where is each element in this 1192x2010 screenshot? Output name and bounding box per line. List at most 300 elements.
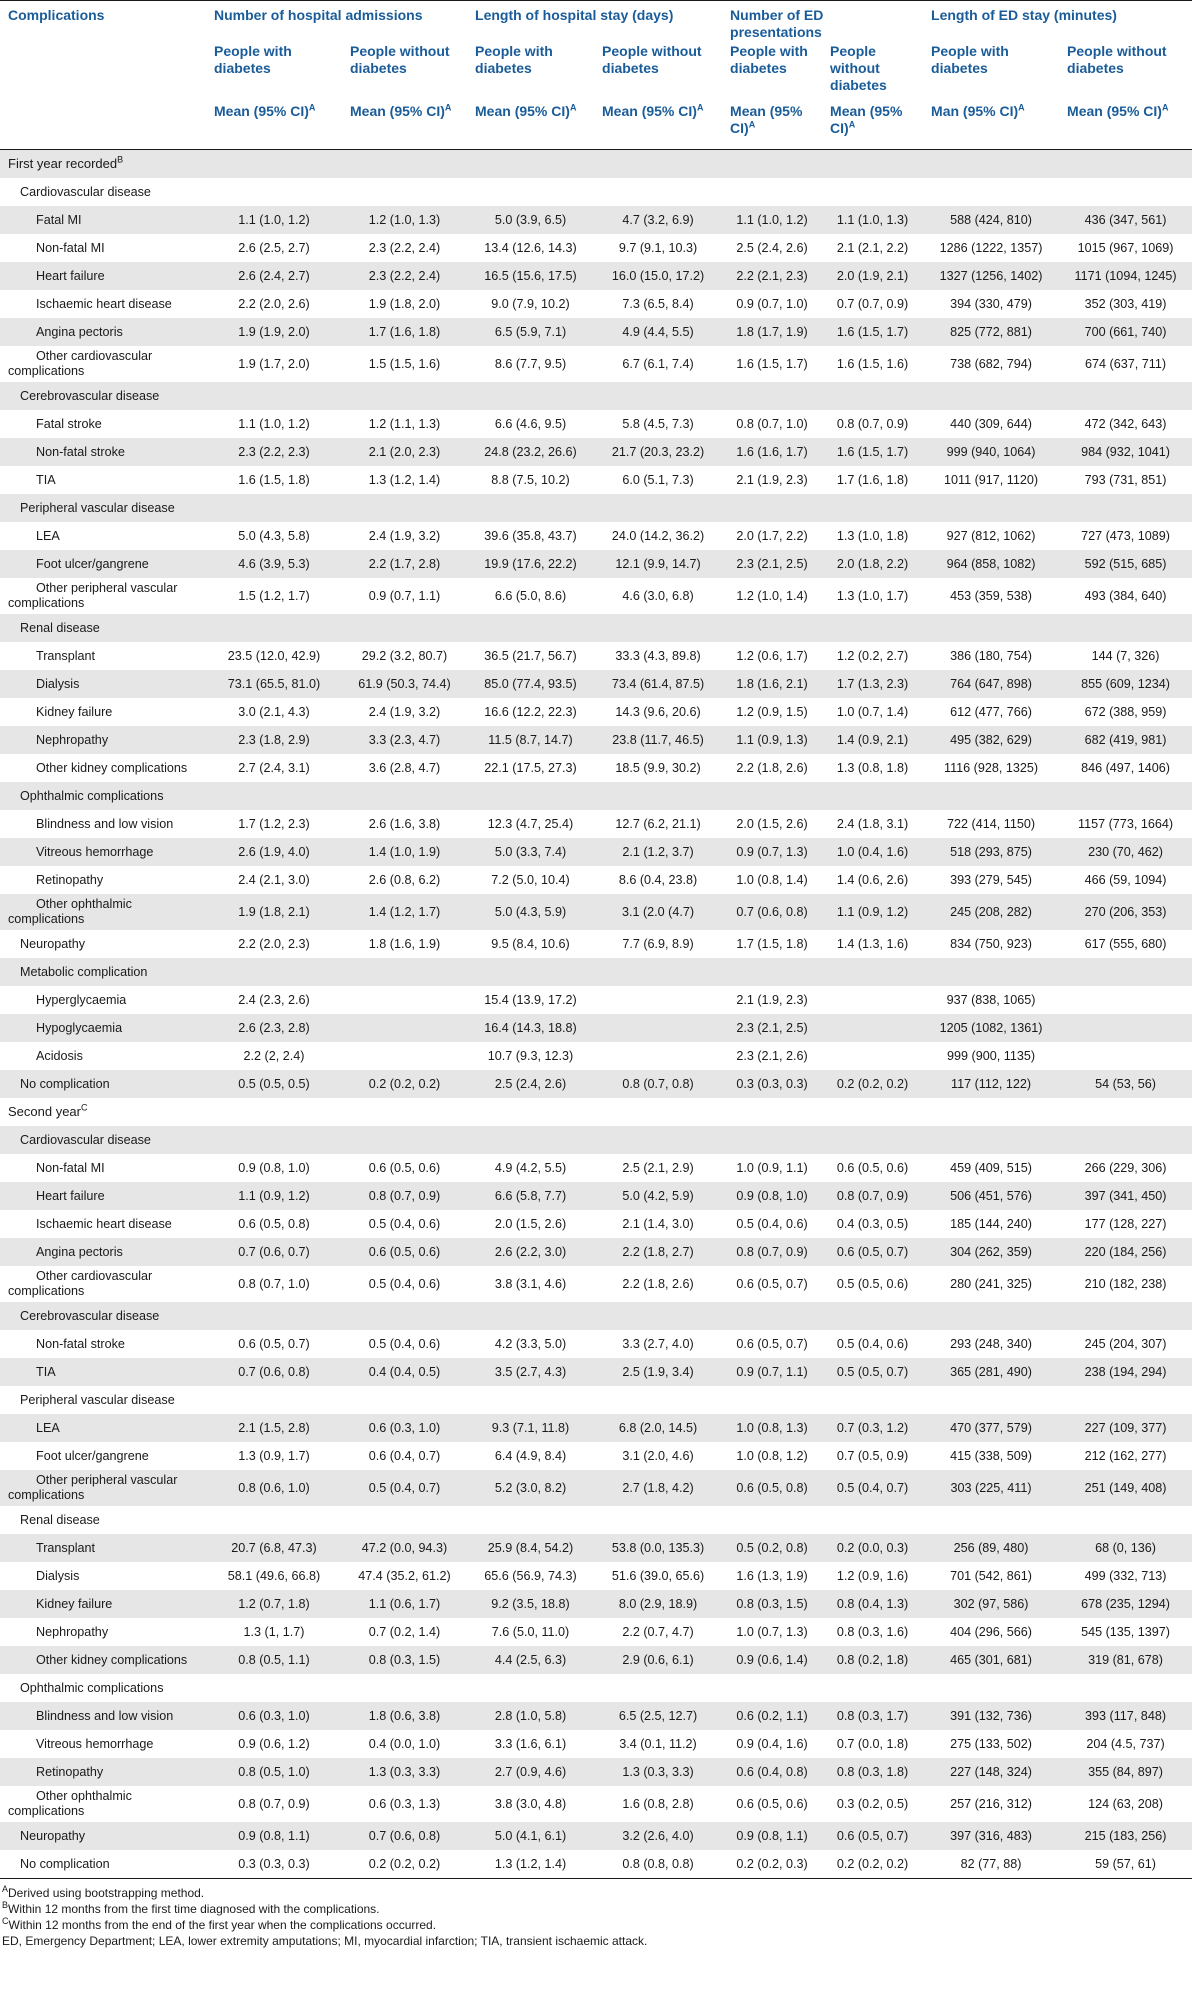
value-cell: 1.3 (0.3, 3.3) <box>342 1758 467 1786</box>
value-cell: 1.8 (1.7, 1.9) <box>722 318 822 346</box>
value-cell: 495 (382, 629) <box>923 726 1059 754</box>
value-cell: 245 (204, 307) <box>1059 1330 1192 1358</box>
value-cell <box>822 614 923 642</box>
value-cell: 1.4 (0.6, 2.6) <box>822 866 923 894</box>
value-cell: 0.6 (0.2, 1.1) <box>722 1702 822 1730</box>
value-cell: 6.0 (5.1, 7.3) <box>594 466 722 494</box>
table-row <box>0 1330 1192 1358</box>
subheader-7: People without diabetes <box>1067 43 1167 76</box>
value-cell: 0.3 (0.3, 0.3) <box>722 1070 822 1098</box>
subheader-4: People with diabetes <box>730 43 808 76</box>
row-label <box>0 1210 206 1238</box>
footnote <box>2 1885 1192 1901</box>
value-cell: 0.5 (0.4, 0.6) <box>822 1330 923 1358</box>
value-cell: 257 (216, 312) <box>923 1786 1059 1822</box>
section-label <box>0 1098 206 1126</box>
label-text: Nephropathy <box>36 1625 109 1639</box>
value-cell: 1.2 (0.7, 1.8) <box>206 1590 342 1618</box>
value-cell: 0.6 (0.5, 0.7) <box>822 1238 923 1266</box>
label-text: Other ophthalmic complications <box>8 897 132 926</box>
value-cell: 1.9 (1.7, 2.0) <box>206 346 342 382</box>
value-cell: 0.2 (0.2, 0.2) <box>342 1070 467 1098</box>
table-row <box>0 754 1192 782</box>
value-cell: 2.1 (1.2, 3.7) <box>594 838 722 866</box>
stat-header-2 <box>467 103 594 150</box>
row-label <box>0 290 206 318</box>
value-cell: 19.9 (17.6, 22.2) <box>467 550 594 578</box>
value-cell: 2.2 (2.0, 2.3) <box>206 930 342 958</box>
value-cell <box>722 382 822 410</box>
value-cell: 238 (194, 294) <box>1059 1358 1192 1386</box>
value-cell: 12.7 (6.2, 21.1) <box>594 810 722 838</box>
value-cell <box>822 1302 923 1330</box>
value-cell <box>467 178 594 206</box>
value-cell: 8.6 (0.4, 23.8) <box>594 866 722 894</box>
value-cell <box>923 178 1059 206</box>
value-cell <box>594 1014 722 1042</box>
value-cell: 303 (225, 411) <box>923 1470 1059 1506</box>
table-row <box>0 1534 1192 1562</box>
value-cell <box>342 1506 467 1534</box>
label-text: TIA <box>36 1365 56 1379</box>
value-cell <box>594 1674 722 1702</box>
value-cell: 2.0 (1.5, 2.6) <box>467 1210 594 1238</box>
value-cell: 0.6 (0.5, 0.7) <box>722 1266 822 1302</box>
row-label <box>0 438 206 466</box>
value-cell: 212 (162, 277) <box>1059 1442 1192 1470</box>
value-cell: 0.8 (0.3, 1.5) <box>722 1590 822 1618</box>
value-cell: 2.6 (0.8, 6.2) <box>342 866 467 894</box>
value-cell: 393 (117, 848) <box>1059 1702 1192 1730</box>
value-cell <box>342 1098 467 1126</box>
value-cell: 545 (135, 1397) <box>1059 1618 1192 1646</box>
value-cell: 1157 (773, 1664) <box>1059 810 1192 838</box>
value-cell: 0.6 (0.5, 0.8) <box>206 1210 342 1238</box>
group-label <box>0 782 206 810</box>
value-cell: 459 (409, 515) <box>923 1154 1059 1182</box>
table-row <box>0 466 1192 494</box>
value-cell <box>822 494 923 522</box>
value-cell: 245 (208, 282) <box>923 894 1059 930</box>
value-cell: 2.4 (2.1, 3.0) <box>206 866 342 894</box>
row-label <box>0 1590 206 1618</box>
footnote-marker: C <box>2 1916 9 1926</box>
value-cell: 1.3 (0.9, 1.7) <box>206 1442 342 1470</box>
value-cell: 3.1 (2.0 (4.7) <box>594 894 722 930</box>
table-row <box>0 1822 1192 1850</box>
value-cell: 2.6 (1.9, 4.0) <box>206 838 342 866</box>
stat-header-0 <box>206 103 342 150</box>
value-cell: 588 (424, 810) <box>923 206 1059 234</box>
value-cell <box>594 150 722 179</box>
value-cell: 0.5 (0.4, 0.7) <box>822 1470 923 1506</box>
value-cell: 825 (772, 881) <box>923 318 1059 346</box>
value-cell: 0.8 (0.3, 1.5) <box>342 1646 467 1674</box>
value-cell <box>594 494 722 522</box>
value-cell: 0.5 (0.5, 0.7) <box>822 1358 923 1386</box>
footnote-text: Within 12 months from the first time diagnosed with the complications. <box>8 1902 380 1916</box>
value-cell: 16.0 (15.0, 17.2) <box>594 262 722 290</box>
label-text: Cardiovascular disease <box>20 185 151 199</box>
value-cell <box>1059 1042 1192 1070</box>
value-cell <box>206 382 342 410</box>
value-cell: 1.7 (1.6, 1.8) <box>822 466 923 494</box>
value-cell: 73.1 (65.5, 81.0) <box>206 670 342 698</box>
value-cell: 6.5 (5.9, 7.1) <box>467 318 594 346</box>
table-row <box>0 726 1192 754</box>
value-cell: 68 (0, 136) <box>1059 1534 1192 1562</box>
value-cell <box>594 1506 722 1534</box>
value-cell: 24.0 (14.2, 36.2) <box>594 522 722 550</box>
label-text: Second year <box>8 1104 81 1119</box>
value-cell <box>822 1098 923 1126</box>
label-text: Kidney failure <box>36 1597 113 1611</box>
value-cell: 2.5 (2.1, 2.9) <box>594 1154 722 1182</box>
value-cell <box>342 150 467 179</box>
value-cell: 727 (473, 1089) <box>1059 522 1192 550</box>
table-row <box>0 262 1192 290</box>
value-cell: 0.9 (0.8, 1.0) <box>206 1154 342 1182</box>
label-text: TIA <box>36 473 56 487</box>
value-cell: 1.6 (1.5, 1.7) <box>822 438 923 466</box>
subheader-3: People without diabetes <box>602 43 702 76</box>
value-cell: 15.4 (13.9, 17.2) <box>467 986 594 1014</box>
value-cell <box>1059 1098 1192 1126</box>
stat-header-4 <box>722 103 822 150</box>
value-cell: 227 (109, 377) <box>1059 1414 1192 1442</box>
label-text: LEA <box>36 529 60 543</box>
value-cell <box>342 178 467 206</box>
value-cell: 6.6 (4.6, 9.5) <box>467 410 594 438</box>
value-cell: 0.6 (0.5, 0.6) <box>342 1154 467 1182</box>
value-cell: 21.7 (20.3, 23.2) <box>594 438 722 466</box>
group-label <box>0 1126 206 1154</box>
value-cell: 1.5 (1.2, 1.7) <box>206 578 342 614</box>
value-cell: 394 (330, 479) <box>923 290 1059 318</box>
value-cell: 700 (661, 740) <box>1059 318 1192 346</box>
value-cell: 1.7 (1.3, 2.3) <box>822 670 923 698</box>
table-row <box>0 1210 1192 1238</box>
table-row <box>0 698 1192 726</box>
value-cell: 47.2 (0.0, 94.3) <box>342 1534 467 1562</box>
value-cell: 846 (497, 1406) <box>1059 754 1192 782</box>
value-cell: 984 (932, 1041) <box>1059 438 1192 466</box>
value-cell: 436 (347, 561) <box>1059 206 1192 234</box>
value-cell: 51.6 (39.0, 65.6) <box>594 1562 722 1590</box>
value-cell: 764 (647, 898) <box>923 670 1059 698</box>
table-row <box>0 782 1192 810</box>
value-cell <box>923 1674 1059 1702</box>
table-row <box>0 1674 1192 1702</box>
value-cell: 2.0 (1.8, 2.2) <box>822 550 923 578</box>
value-cell: 18.5 (9.9, 30.2) <box>594 754 722 782</box>
table-row <box>0 1014 1192 1042</box>
value-cell: 1286 (1222, 1357) <box>923 234 1059 262</box>
value-cell <box>1059 1126 1192 1154</box>
value-cell <box>594 1126 722 1154</box>
value-cell: 1.3 (1.2, 1.4) <box>467 1850 594 1879</box>
value-cell: 0.9 (0.7, 1.3) <box>722 838 822 866</box>
value-cell: 1011 (917, 1120) <box>923 466 1059 494</box>
table-row <box>0 1126 1192 1154</box>
value-cell <box>923 1386 1059 1414</box>
table-row <box>0 1414 1192 1442</box>
row-label <box>0 262 206 290</box>
value-cell: 0.9 (0.7, 1.1) <box>722 1358 822 1386</box>
table-row <box>0 578 1192 614</box>
label-text: Vitreous hemorrhage <box>36 845 154 859</box>
value-cell: 0.6 (0.5, 0.6) <box>342 1238 467 1266</box>
value-cell: 0.9 (0.8, 1.1) <box>722 1822 822 1850</box>
value-cell: 54 (53, 56) <box>1059 1070 1192 1098</box>
value-cell <box>1059 1302 1192 1330</box>
value-cell: 22.1 (17.5, 27.3) <box>467 754 594 782</box>
value-cell: 386 (180, 754) <box>923 642 1059 670</box>
value-cell: 2.4 (1.8, 3.1) <box>822 810 923 838</box>
row-label <box>0 894 206 930</box>
label-text: Blindness and low vision <box>36 817 174 831</box>
row-label <box>0 1758 206 1786</box>
value-cell: 82 (77, 88) <box>923 1850 1059 1879</box>
table-row <box>0 290 1192 318</box>
value-cell: 319 (81, 678) <box>1059 1646 1192 1674</box>
value-cell: 33.3 (4.3, 89.8) <box>594 642 722 670</box>
stat-label: Mean (95% CI) <box>350 103 445 119</box>
table-row <box>0 1358 1192 1386</box>
label-text: Other peripheral vascular complications <box>8 581 178 610</box>
label-text: Ischaemic heart disease <box>36 297 172 311</box>
row-label <box>0 1414 206 1442</box>
value-cell <box>206 150 342 179</box>
footnote-marker: A <box>848 119 856 130</box>
value-cell <box>342 782 467 810</box>
value-cell: 1015 (967, 1069) <box>1059 234 1192 262</box>
value-cell: 25.9 (8.4, 54.2) <box>467 1534 594 1562</box>
value-cell: 415 (338, 509) <box>923 1442 1059 1470</box>
value-cell: 1.6 (1.5, 1.7) <box>822 318 923 346</box>
value-cell <box>822 1506 923 1534</box>
row-label <box>0 1154 206 1182</box>
row-label <box>0 1730 206 1758</box>
value-cell: 1.9 (1.9, 2.0) <box>206 318 342 346</box>
value-cell <box>822 382 923 410</box>
table-row <box>0 1386 1192 1414</box>
label-text: Foot ulcer/gangrene <box>36 557 149 571</box>
value-cell: 3.3 (1.6, 6.1) <box>467 1730 594 1758</box>
value-cell: 0.3 (0.2, 0.5) <box>822 1786 923 1822</box>
row-label <box>0 1238 206 1266</box>
stat-header-3 <box>594 103 722 150</box>
value-cell: 0.7 (0.6, 0.7) <box>206 1238 342 1266</box>
label-text: No complication <box>20 1857 110 1871</box>
value-cell: 2.4 (2.3, 2.6) <box>206 986 342 1014</box>
value-cell: 1.7 (1.6, 1.8) <box>342 318 467 346</box>
group-label <box>0 1822 206 1850</box>
value-cell: 1.0 (0.8, 1.3) <box>722 1414 822 1442</box>
table-row <box>0 1302 1192 1330</box>
value-cell <box>594 1042 722 1070</box>
value-cell: 0.2 (0.2, 0.3) <box>722 1850 822 1879</box>
value-cell: 0.5 (0.2, 0.8) <box>722 1534 822 1562</box>
value-cell: 2.4 (1.9, 3.2) <box>342 698 467 726</box>
value-cell: 61.9 (50.3, 74.4) <box>342 670 467 698</box>
label-text: Retinopathy <box>36 873 104 887</box>
value-cell: 2.5 (2.4, 2.6) <box>722 234 822 262</box>
label-text: Hyperglycaemia <box>36 993 127 1007</box>
value-cell: 0.8 (0.7, 1.0) <box>722 410 822 438</box>
value-cell <box>822 178 923 206</box>
value-cell: 0.6 (0.5, 0.6) <box>822 1154 923 1182</box>
value-cell: 5.0 (4.1, 6.1) <box>467 1822 594 1850</box>
value-cell: 185 (144, 240) <box>923 1210 1059 1238</box>
value-cell: 39.6 (35.8, 43.7) <box>467 522 594 550</box>
label-text: Non-fatal stroke <box>36 445 125 459</box>
value-cell: 1.8 (1.6, 2.1) <box>722 670 822 698</box>
value-cell: 397 (316, 483) <box>923 1822 1059 1850</box>
header-hospital-stay: Length of hospital stay (days) <box>475 7 674 23</box>
value-cell: 304 (262, 359) <box>923 1238 1059 1266</box>
value-cell: 1.3 (0.8, 1.8) <box>822 754 923 782</box>
value-cell <box>923 1098 1059 1126</box>
label-text: Dialysis <box>36 677 80 691</box>
value-cell: 6.6 (5.0, 8.6) <box>467 578 594 614</box>
value-cell: 0.6 (0.5, 0.6) <box>722 1786 822 1822</box>
value-cell: 0.7 (0.6, 0.8) <box>206 1358 342 1386</box>
section-label <box>0 150 206 179</box>
value-cell: 1.9 (1.8, 2.0) <box>342 290 467 318</box>
value-cell: 1.3 (0.3, 3.3) <box>594 1758 722 1786</box>
value-cell: 0.2 (0.2, 0.2) <box>342 1850 467 1879</box>
value-cell: 1.5 (1.5, 1.6) <box>342 346 467 382</box>
value-cell: 2.0 (1.9, 2.1) <box>822 262 923 290</box>
table-row <box>0 318 1192 346</box>
label-text: Cerebrovascular disease <box>20 389 160 403</box>
value-cell: 6.4 (4.9, 8.4) <box>467 1442 594 1470</box>
row-label <box>0 1442 206 1470</box>
value-cell: 204 (4.5, 737) <box>1059 1730 1192 1758</box>
value-cell: 0.2 (0.2, 0.2) <box>822 1850 923 1879</box>
value-cell: 1.4 (1.2, 1.7) <box>342 894 467 930</box>
value-cell: 2.1 (1.5, 2.8) <box>206 1414 342 1442</box>
value-cell: 302 (97, 586) <box>923 1590 1059 1618</box>
value-cell: 465 (301, 681) <box>923 1646 1059 1674</box>
value-cell: 0.6 (0.3, 1.3) <box>342 1786 467 1822</box>
value-cell: 1.2 (0.6, 1.7) <box>722 642 822 670</box>
value-cell <box>722 782 822 810</box>
value-cell: 1.6 (1.5, 1.6) <box>822 346 923 382</box>
footnote-marker: A <box>1161 102 1169 113</box>
value-cell <box>822 986 923 1014</box>
value-cell: 1.9 (1.8, 2.1) <box>206 894 342 930</box>
value-cell: 2.7 (1.8, 4.2) <box>594 1470 722 1506</box>
value-cell <box>342 1674 467 1702</box>
value-cell <box>822 782 923 810</box>
value-cell: 3.2 (2.6, 4.0) <box>594 1822 722 1850</box>
label-text: Kidney failure <box>36 705 113 719</box>
value-cell: 0.9 (0.8, 1.0) <box>722 1182 822 1210</box>
value-cell: 2.2 (1.8, 2.6) <box>722 754 822 782</box>
value-cell: 0.8 (0.3, 1.8) <box>822 1758 923 1786</box>
value-cell: 117 (112, 122) <box>923 1070 1059 1098</box>
value-cell: 2.3 (2.2, 2.4) <box>342 234 467 262</box>
value-cell: 24.8 (23.2, 26.6) <box>467 438 594 466</box>
value-cell: 2.2 (0.7, 4.7) <box>594 1618 722 1646</box>
label-text: Blindness and low vision <box>36 1709 174 1723</box>
group-label <box>0 1850 206 1879</box>
value-cell <box>467 1098 594 1126</box>
value-cell: 2.3 (2.1, 2.6) <box>722 1042 822 1070</box>
value-cell <box>923 958 1059 986</box>
value-cell: 0.9 (0.8, 1.1) <box>206 1822 342 1850</box>
value-cell <box>722 1674 822 1702</box>
value-cell: 36.5 (21.7, 56.7) <box>467 642 594 670</box>
value-cell: 674 (637, 711) <box>1059 346 1192 382</box>
label-text: Cardiovascular disease <box>20 1133 151 1147</box>
value-cell: 8.6 (7.7, 9.5) <box>467 346 594 382</box>
value-cell <box>206 1098 342 1126</box>
table-row <box>0 866 1192 894</box>
value-cell: 1.1 (0.9, 1.3) <box>722 726 822 754</box>
group-label <box>0 614 206 642</box>
value-cell <box>1059 1386 1192 1414</box>
value-cell: 3.8 (3.0, 4.8) <box>467 1786 594 1822</box>
value-cell: 3.6 (2.8, 4.7) <box>342 754 467 782</box>
group-label <box>0 178 206 206</box>
label-text: Other cardiovascular complications <box>8 1269 153 1298</box>
footnote <box>2 1901 1192 1917</box>
value-cell: 0.2 (0.0, 0.3) <box>822 1534 923 1562</box>
value-cell <box>467 1302 594 1330</box>
value-cell: 16.4 (14.3, 18.8) <box>467 1014 594 1042</box>
value-cell <box>342 1126 467 1154</box>
value-cell: 0.5 (0.4, 0.7) <box>342 1470 467 1506</box>
footnote-marker: A <box>2 1884 9 1894</box>
value-cell <box>722 178 822 206</box>
value-cell: 0.8 (0.7, 0.9) <box>822 410 923 438</box>
value-cell: 1.2 (1.0, 1.3) <box>342 206 467 234</box>
stat-label: Mean (95% CI) <box>475 103 570 119</box>
table-row <box>0 810 1192 838</box>
value-cell <box>923 782 1059 810</box>
value-cell <box>923 382 1059 410</box>
value-cell: 393 (279, 545) <box>923 866 1059 894</box>
value-cell <box>923 150 1059 179</box>
value-cell: 0.5 (0.5, 0.6) <box>822 1266 923 1302</box>
value-cell <box>467 782 594 810</box>
value-cell: 0.7 (0.0, 1.8) <box>822 1730 923 1758</box>
value-cell: 2.6 (2.3, 2.8) <box>206 1014 342 1042</box>
value-cell: 1.1 (0.9, 1.2) <box>822 894 923 930</box>
footnote-text: ED, Emergency Department; LEA, lower extremity amputations; MI, myocardial infarction; TIA, transient ischaemic attack. <box>2 1934 648 1948</box>
value-cell: 1.6 (1.3, 1.9) <box>722 1562 822 1590</box>
value-cell: 0.8 (0.3, 1.7) <box>822 1702 923 1730</box>
value-cell: 1.2 (0.9, 1.5) <box>722 698 822 726</box>
value-cell: 2.3 (1.8, 2.9) <box>206 726 342 754</box>
value-cell: 227 (148, 324) <box>923 1758 1059 1786</box>
value-cell: 0.8 (0.7, 0.9) <box>822 1182 923 1210</box>
value-cell: 0.7 (0.6, 0.8) <box>342 1822 467 1850</box>
table-row <box>0 1154 1192 1182</box>
row-label <box>0 1646 206 1674</box>
value-cell: 2.8 (1.0, 5.8) <box>467 1702 594 1730</box>
table-row <box>0 1266 1192 1302</box>
value-cell: 0.8 (0.6, 1.0) <box>206 1470 342 1506</box>
value-cell: 0.6 (0.5, 0.8) <box>722 1470 822 1506</box>
value-cell: 3.0 (2.1, 4.3) <box>206 698 342 726</box>
value-cell: 0.5 (0.4, 0.6) <box>342 1210 467 1238</box>
value-cell: 177 (128, 227) <box>1059 1210 1192 1238</box>
value-cell: 1.6 (1.5, 1.7) <box>722 346 822 382</box>
